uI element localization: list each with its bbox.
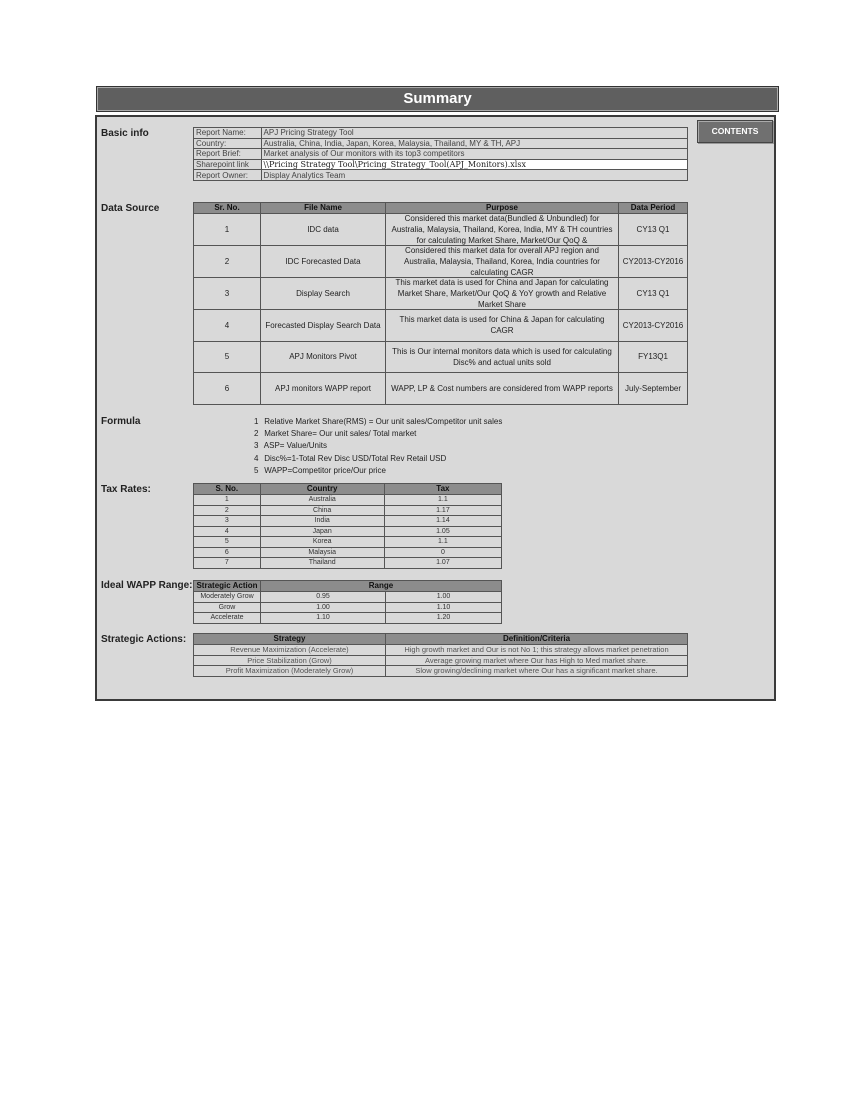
table-cell: Australia [260,495,384,506]
table-row [194,547,502,558]
sr-no-cell: 1 [194,214,261,246]
purpose-cell [386,214,619,246]
formula-text: Relative Market Share(RMS) = Our unit sales/Competitor unit sales [264,417,503,426]
data-source-label: Data Source [101,203,160,214]
column-header: Range [261,581,502,592]
table-cell: Japan [260,526,384,537]
formula-number: 5 [254,465,259,475]
formula-number: 2 [254,429,259,439]
range-max-cell: 1.20 [386,613,502,624]
info-value: APJ Pricing Strategy Tool [261,128,687,139]
purpose-cell [386,341,619,373]
purpose-text: This market data is used for China and Japan for calculating Market Share, Market/Our QoQ & YoY growth and Relative Market Share [395,278,609,309]
table-cell: 6 [194,547,261,558]
table-cell: 1.07 [384,558,501,569]
formula-text: ASP= Value/Units [263,441,327,451]
formula-list [254,416,502,477]
table-cell: India [260,516,384,527]
range-max-cell: 1.10 [386,602,502,613]
table-header-row [194,203,688,214]
purpose-cell [386,278,619,310]
strategy-cell: Profit Maximization (Moderately Grow) [194,666,386,677]
info-label: Report Brief: [194,149,262,160]
data-period-cell: CY13 Q1 [619,214,688,246]
info-value: Australia, China, India, Japan, Korea, Malaysia, Thailand, MY & TH, APJ [261,138,687,149]
table-row [194,310,688,342]
formula-number: 1 [254,417,259,426]
basic-info-table [193,127,688,181]
table-row [194,613,502,624]
column-header: Purpose [386,203,619,214]
criteria-cell: Slow growing/declining market where Our has a significant market share. [386,666,688,677]
table-cell: 5 [194,537,261,548]
table-cell: 1.17 [384,505,501,516]
criteria-cell: Average growing market where Our has High to Med market share. [386,655,688,666]
table-cell: China [260,505,384,516]
info-row [194,138,688,149]
table-row [194,214,688,246]
page-title: Summary [403,90,472,107]
column-header: Sr. No. [194,203,261,214]
basic-info-label: Basic info [101,128,149,139]
contents-button[interactable]: CONTENTS [697,120,773,143]
column-header: Strategic Action [194,581,261,592]
table-cell: 0 [384,547,501,558]
table-cell: 3 [194,516,261,527]
table-row [194,666,688,677]
file-name-cell: IDC data [261,214,386,246]
table-header-row [194,484,502,495]
wapp-range-table [193,580,502,624]
table-row [194,602,502,613]
table-cell: Malaysia [260,547,384,558]
table-row [194,655,688,666]
table-cell: 1.1 [384,495,501,506]
formula-number: 3 [254,441,259,451]
formula-text: Market Share= Our unit sales/ Total market [264,429,417,439]
table-cell: 1.14 [384,516,501,527]
file-name-cell: APJ monitors WAPP report [261,373,386,405]
summary-title-bar [96,86,779,112]
column-header: Data Period [619,203,688,214]
table-header-row [194,581,502,592]
table-cell: Accelerate [194,613,261,624]
tax-rates-table [193,483,502,569]
table-cell: Moderately Grow [194,592,261,603]
formula-label: Formula [101,416,141,427]
sr-no-cell: 4 [194,310,261,342]
table-row [194,246,688,278]
purpose-cell [386,373,619,405]
purpose-text: This is Our internal monitors data which is used for calculating Disc% and actual units sold [392,346,612,367]
table-row [194,645,688,656]
info-label: Country: [194,138,262,149]
table-cell: Korea [260,537,384,548]
file-name-cell: APJ Monitors Pivot [261,341,386,373]
info-label: Report Owner: [194,170,262,181]
formula-item [254,428,502,440]
data-source-table [193,202,688,405]
table-cell: Thailand [260,558,384,569]
table-cell: 1.05 [384,526,501,537]
column-header: Country [260,484,384,495]
ideal-wapp-label: Ideal WAPP Range: [101,580,193,591]
strategy-cell: Revenue Maximization (Accelerate) [194,645,386,656]
purpose-cell [386,310,619,342]
info-row [194,170,688,181]
column-header: Strategy [194,634,386,645]
file-name-cell: Display Search [261,278,386,310]
column-header: Tax [384,484,501,495]
file-name-cell: Forecasted Display Search Data [261,310,386,342]
table-row [194,516,502,527]
table-cell: 2 [194,505,261,516]
range-max-cell: 1.00 [386,592,502,603]
column-header: Definition/Criteria [386,634,688,645]
purpose-text: WAPP, LP & Cost numbers are considered from WAPP reports [391,383,613,393]
formula-item [254,416,502,428]
purpose-text: This market data is used for China & Japan for calculating CAGR [399,315,605,336]
table-row [194,495,502,506]
sr-no-cell: 5 [194,341,261,373]
info-row [194,128,688,139]
table-row [194,526,502,537]
data-period-cell: CY2013-CY2016 [619,246,688,278]
table-row [194,592,502,603]
purpose-text: Considered this market data(Bundled & Unbundled) for Australia, Malaysia, Thailand, Korea, India, MY & TH countries for calculating Market Share, Market/Our QoQ & [391,214,613,245]
formula-number: 4 [254,453,259,463]
formula-text: Disc%=1-Total Rev Disc USD/Total Rev Retail USD [264,453,447,463]
file-name-cell: IDC Forecasted Data [261,246,386,278]
column-header: S. No. [194,484,261,495]
info-row [194,159,688,170]
table-cell: 4 [194,526,261,537]
formula-item [254,440,502,452]
column-header: File Name [261,203,386,214]
range-min-cell: 0.95 [261,592,386,603]
sr-no-cell: 2 [194,246,261,278]
table-row [194,558,502,569]
table-row [194,278,688,310]
table-cell: 1 [194,495,261,506]
data-period-cell: CY13 Q1 [619,278,688,310]
range-min-cell: 1.10 [261,613,386,624]
data-period-cell: July-September [619,373,688,405]
criteria-cell: High growth market and Our is not No 1; this strategy allows market penetration [386,645,688,656]
purpose-cell [386,246,619,278]
formula-item [254,465,502,477]
tax-rates-label: Tax Rates: [101,484,151,495]
table-row [194,373,688,405]
data-period-cell: CY2013-CY2016 [619,310,688,342]
strategic-actions-label: Strategic Actions: [101,634,187,645]
table-cell: 1.1 [384,537,501,548]
data-period-cell: FY13Q1 [619,341,688,373]
sr-no-cell: 3 [194,278,261,310]
table-row [194,341,688,373]
info-value: Display Analytics Team [261,170,687,181]
info-label: Report Name: [194,128,262,139]
sharepoint-link[interactable]: \\Pricing Strategy Tool\Pricing_Strategy_Tool(APJ_Monitors).xlsx [261,159,687,170]
range-min-cell: 1.00 [261,602,386,613]
sr-no-cell: 6 [194,373,261,405]
info-label: Sharepoint link [194,159,262,170]
table-row [194,537,502,548]
strategy-cell: Price Stabilization (Grow) [194,655,386,666]
formula-item [254,453,502,465]
table-cell: 7 [194,558,261,569]
strategic-actions-table [193,633,688,677]
info-value: Market analysis of Our monitors with its top3 competitors [261,149,687,160]
formula-text: WAPP=Competitor price/Our price [264,465,386,475]
table-cell: Grow [194,602,261,613]
purpose-text: Considered this market data for overall APJ region and Australia, Malaysia, Thailand, Korea, India countries for calculating CAGR [404,246,600,277]
table-row [194,505,502,516]
info-row [194,149,688,160]
table-header-row [194,634,688,645]
